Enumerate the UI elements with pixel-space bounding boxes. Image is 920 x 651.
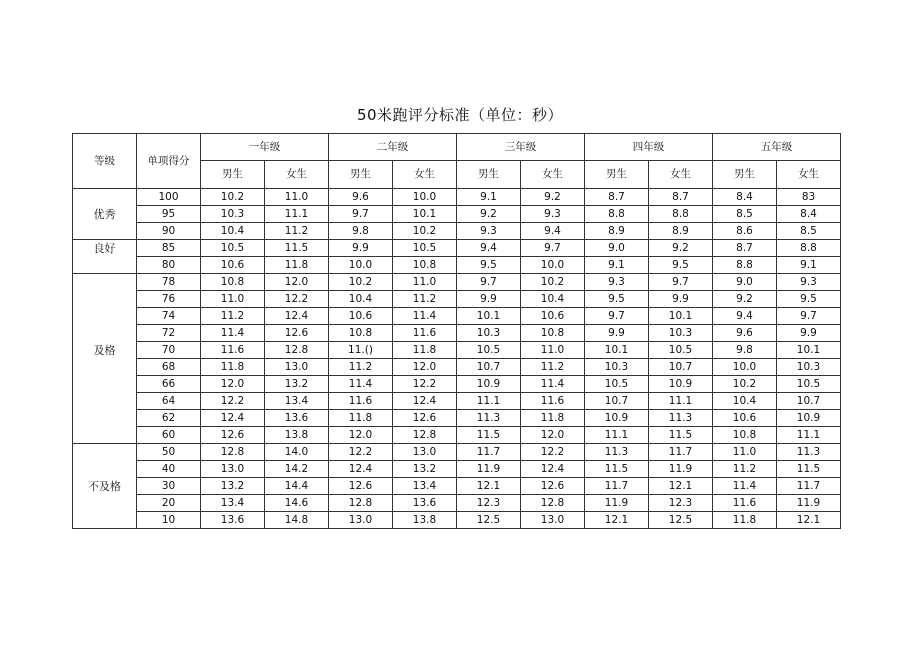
score-cell: 30 [137,478,201,495]
male-time-cell: 13.4 [201,495,265,512]
female-time-cell: 8.7 [649,189,713,206]
female-time-cell: 11.3 [649,410,713,427]
male-time-cell: 11.4 [201,325,265,342]
male-time-cell: 12.4 [329,461,393,478]
female-time-cell: 12.8 [521,495,585,512]
male-time-cell: 9.3 [457,223,521,240]
male-time-cell: 12.8 [201,444,265,461]
male-time-cell: 9.3 [585,274,649,291]
female-time-cell: 10.0 [521,257,585,274]
male-time-cell: 10.3 [585,359,649,376]
score-cell: 68 [137,359,201,376]
score-cell: 20 [137,495,201,512]
female-time-cell: 9.7 [521,240,585,257]
male-time-cell: 10.0 [713,359,777,376]
female-time-cell: 12.4 [393,393,457,410]
score-cell: 60 [137,427,201,444]
header-female: 女生 [393,161,457,189]
male-time-cell: 9.4 [713,308,777,325]
male-time-cell: 9.2 [713,291,777,308]
female-time-cell: 10.5 [649,342,713,359]
female-time-cell: 11.7 [777,478,841,495]
male-time-cell: 9.5 [585,291,649,308]
female-time-cell: 10.3 [777,359,841,376]
male-time-cell: 8.7 [713,240,777,257]
female-time-cell: 9.5 [777,291,841,308]
score-cell: 76 [137,291,201,308]
female-time-cell: 11.6 [393,325,457,342]
male-time-cell: 9.2 [457,206,521,223]
male-time-cell: 11.5 [457,427,521,444]
table-row [73,410,841,427]
score-cell: 85 [137,240,201,257]
female-time-cell: 10.1 [649,308,713,325]
female-time-cell: 8.5 [777,223,841,240]
table-row [73,495,841,512]
level-cell [73,393,137,410]
male-time-cell: 11.4 [713,478,777,495]
female-time-cell: 8.8 [649,206,713,223]
table-row [73,444,841,461]
female-time-cell: 10.9 [649,376,713,393]
male-time-cell: 9.8 [329,223,393,240]
female-time-cell: 10.4 [521,291,585,308]
male-time-cell: 13.2 [201,478,265,495]
table-row [73,206,841,223]
female-time-cell: 9.2 [649,240,713,257]
male-time-cell: 12.2 [329,444,393,461]
level-cell [73,308,137,325]
score-cell: 10 [137,512,201,529]
female-time-cell: 11.8 [265,257,329,274]
female-time-cell: 83 [777,189,841,206]
male-time-cell: 10.3 [457,325,521,342]
level-cell: 良好 [73,240,137,257]
female-time-cell: 9.1 [777,257,841,274]
female-time-cell: 12.4 [265,308,329,325]
male-time-cell: 11.8 [201,359,265,376]
male-time-cell: 9.6 [329,189,393,206]
male-time-cell: 10.9 [457,376,521,393]
female-time-cell: 11.5 [265,240,329,257]
table-row [73,461,841,478]
score-cell: 62 [137,410,201,427]
table-body [73,189,841,529]
female-time-cell: 11.2 [393,291,457,308]
female-time-cell: 13.2 [265,376,329,393]
male-time-cell: 12.3 [457,495,521,512]
male-time-cell: 11.5 [585,461,649,478]
male-time-cell: 12.1 [585,512,649,529]
female-time-cell: 13.0 [393,444,457,461]
header-female: 女生 [265,161,329,189]
female-time-cell: 9.9 [649,291,713,308]
male-time-cell: 10.5 [201,240,265,257]
level-cell [73,189,137,206]
female-time-cell: 11.6 [521,393,585,410]
male-time-cell: 10.2 [713,376,777,393]
header-grade-4: 四年级 [585,134,713,161]
male-time-cell: 9.6 [713,325,777,342]
female-time-cell: 14.6 [265,495,329,512]
score-cell: 74 [137,308,201,325]
score-cell: 78 [137,274,201,291]
female-time-cell: 13.8 [265,427,329,444]
header-grade-2: 二年级 [329,134,457,161]
female-time-cell: 11.1 [649,393,713,410]
male-time-cell: 10.8 [713,427,777,444]
header-male: 男生 [201,161,265,189]
header-row-grades [73,134,841,161]
male-time-cell: 11.6 [201,342,265,359]
male-time-cell: 11.3 [585,444,649,461]
female-time-cell: 12.2 [521,444,585,461]
male-time-cell: 10.2 [329,274,393,291]
table-row [73,308,841,325]
female-time-cell: 11.1 [265,206,329,223]
header-score: 单项得分 [137,134,201,189]
table-row [73,478,841,495]
male-time-cell: 10.0 [329,257,393,274]
male-time-cell: 9.0 [585,240,649,257]
header-male: 男生 [713,161,777,189]
level-cell [73,495,137,512]
male-time-cell: 10.6 [201,257,265,274]
male-time-cell: 11.3 [457,410,521,427]
score-cell: 95 [137,206,201,223]
male-time-cell: 10.8 [329,325,393,342]
male-time-cell: 10.9 [585,410,649,427]
level-cell [73,223,137,240]
table-row [73,376,841,393]
male-time-cell: 9.9 [585,325,649,342]
level-cell: 优秀 [73,206,137,223]
female-time-cell: 9.9 [777,325,841,342]
female-time-cell: 11.1 [777,427,841,444]
male-time-cell: 10.4 [713,393,777,410]
female-time-cell: 10.8 [521,325,585,342]
level-cell [73,427,137,444]
score-cell: 64 [137,393,201,410]
female-time-cell: 8.9 [649,223,713,240]
page-title: 50米跑评分标准（单位：秒） [356,106,564,124]
female-time-cell: 11.5 [777,461,841,478]
male-time-cell: 9.5 [457,257,521,274]
male-time-cell: 13.0 [201,461,265,478]
female-time-cell: 11.7 [649,444,713,461]
level-cell [73,410,137,427]
level-cell [73,359,137,376]
female-time-cell: 10.1 [777,342,841,359]
male-time-cell: 11.8 [329,410,393,427]
female-time-cell: 12.6 [521,478,585,495]
male-time-cell: 9.4 [457,240,521,257]
level-cell [73,376,137,393]
male-time-cell: 12.0 [329,427,393,444]
male-time-cell: 11.9 [457,461,521,478]
female-time-cell: 12.5 [649,512,713,529]
score-cell: 80 [137,257,201,274]
female-time-cell: 13.4 [393,478,457,495]
female-time-cell: 10.8 [393,257,457,274]
male-time-cell: 8.7 [585,189,649,206]
male-time-cell: 8.4 [713,189,777,206]
male-time-cell: 11.() [329,342,393,359]
female-time-cell: 12.1 [649,478,713,495]
male-time-cell: 12.0 [201,376,265,393]
level-cell [73,512,137,529]
female-time-cell: 9.4 [521,223,585,240]
table-row [73,427,841,444]
female-time-cell: 12.8 [265,342,329,359]
male-time-cell: 10.5 [585,376,649,393]
female-time-cell: 10.0 [393,189,457,206]
male-time-cell: 12.4 [201,410,265,427]
score-cell: 66 [137,376,201,393]
score-standard-table [72,133,841,529]
female-time-cell: 9.7 [777,308,841,325]
male-time-cell: 10.2 [201,189,265,206]
level-cell [73,461,137,478]
female-time-cell: 11.2 [521,359,585,376]
male-time-cell: 11.2 [329,359,393,376]
header-male: 男生 [457,161,521,189]
male-time-cell: 10.3 [201,206,265,223]
table-row [73,291,841,308]
table-row [73,359,841,376]
female-time-cell: 10.2 [393,223,457,240]
female-time-cell: 11.0 [265,189,329,206]
female-time-cell: 10.3 [649,325,713,342]
male-time-cell: 10.6 [713,410,777,427]
header-female: 女生 [521,161,585,189]
male-time-cell: 10.7 [457,359,521,376]
male-time-cell: 9.1 [457,189,521,206]
male-time-cell: 8.9 [585,223,649,240]
female-time-cell: 11.9 [777,495,841,512]
female-time-cell: 14.4 [265,478,329,495]
male-time-cell: 10.6 [329,308,393,325]
female-time-cell: 13.6 [265,410,329,427]
header-male: 男生 [329,161,393,189]
female-time-cell: 10.5 [393,240,457,257]
score-cell: 70 [137,342,201,359]
male-time-cell: 11.1 [585,427,649,444]
female-time-cell: 13.0 [521,512,585,529]
male-time-cell: 13.6 [201,512,265,529]
female-time-cell: 11.3 [777,444,841,461]
level-cell [73,291,137,308]
female-time-cell: 9.3 [521,206,585,223]
female-time-cell: 12.0 [393,359,457,376]
level-cell: 及格 [73,342,137,359]
male-time-cell: 9.7 [585,308,649,325]
header-female: 女生 [777,161,841,189]
level-cell [73,325,137,342]
male-time-cell: 11.0 [713,444,777,461]
table-row [73,257,841,274]
female-time-cell: 9.5 [649,257,713,274]
female-time-cell: 11.8 [521,410,585,427]
female-time-cell: 12.2 [265,291,329,308]
male-time-cell: 10.1 [585,342,649,359]
female-time-cell: 9.2 [521,189,585,206]
male-time-cell: 9.9 [329,240,393,257]
female-time-cell: 12.0 [265,274,329,291]
male-time-cell: 11.6 [329,393,393,410]
male-time-cell: 12.5 [457,512,521,529]
header-male: 男生 [585,161,649,189]
female-time-cell: 9.3 [777,274,841,291]
male-time-cell: 11.0 [201,291,265,308]
female-time-cell: 13.4 [265,393,329,410]
male-time-cell: 9.1 [585,257,649,274]
female-time-cell: 11.2 [265,223,329,240]
male-time-cell: 11.1 [457,393,521,410]
female-time-cell: 12.8 [393,427,457,444]
table-row [73,223,841,240]
level-cell [73,257,137,274]
table-row [73,274,841,291]
female-time-cell: 12.1 [777,512,841,529]
female-time-cell: 12.0 [521,427,585,444]
score-cell: 100 [137,189,201,206]
table-row [73,325,841,342]
male-time-cell: 10.1 [457,308,521,325]
female-time-cell: 10.2 [521,274,585,291]
male-time-cell: 8.8 [713,257,777,274]
level-cell [73,444,137,461]
male-time-cell: 11.9 [585,495,649,512]
table-row [73,342,841,359]
female-time-cell: 13.2 [393,461,457,478]
female-time-cell: 8.8 [777,240,841,257]
female-time-cell: 10.7 [777,393,841,410]
table-row [73,393,841,410]
female-time-cell: 11.8 [393,342,457,359]
female-time-cell: 11.9 [649,461,713,478]
male-time-cell: 12.6 [329,478,393,495]
female-time-cell: 11.4 [521,376,585,393]
female-time-cell: 12.2 [393,376,457,393]
header-female: 女生 [649,161,713,189]
female-time-cell: 13.6 [393,495,457,512]
male-time-cell: 9.8 [713,342,777,359]
male-time-cell: 10.5 [457,342,521,359]
male-time-cell: 11.6 [713,495,777,512]
male-time-cell: 11.7 [457,444,521,461]
male-time-cell: 9.9 [457,291,521,308]
header-grade-3: 三年级 [457,134,585,161]
male-time-cell: 11.7 [585,478,649,495]
table-row [73,512,841,529]
female-time-cell: 12.6 [393,410,457,427]
female-time-cell: 12.6 [265,325,329,342]
header-level: 等级 [73,134,137,189]
male-time-cell: 8.5 [713,206,777,223]
male-time-cell: 8.8 [585,206,649,223]
male-time-cell: 12.2 [201,393,265,410]
header-grade-5: 五年级 [713,134,841,161]
female-time-cell: 13.0 [265,359,329,376]
female-time-cell: 13.8 [393,512,457,529]
female-time-cell: 14.2 [265,461,329,478]
male-time-cell: 12.1 [457,478,521,495]
female-time-cell: 11.0 [521,342,585,359]
score-cell: 40 [137,461,201,478]
table-row [73,189,841,206]
score-cell: 72 [137,325,201,342]
male-time-cell: 11.2 [201,308,265,325]
level-cell: 不及格 [73,478,137,495]
male-time-cell: 13.0 [329,512,393,529]
female-time-cell: 10.5 [777,376,841,393]
table-row [73,240,841,257]
male-time-cell: 9.0 [713,274,777,291]
male-time-cell: 9.7 [457,274,521,291]
female-time-cell: 10.9 [777,410,841,427]
level-cell [73,274,137,291]
score-cell: 50 [137,444,201,461]
male-time-cell: 11.4 [329,376,393,393]
female-time-cell: 9.7 [649,274,713,291]
male-time-cell: 12.8 [329,495,393,512]
male-time-cell: 12.6 [201,427,265,444]
male-time-cell: 10.4 [329,291,393,308]
male-time-cell: 10.8 [201,274,265,291]
female-time-cell: 8.4 [777,206,841,223]
male-time-cell: 11.8 [713,512,777,529]
female-time-cell: 11.4 [393,308,457,325]
male-time-cell: 10.4 [201,223,265,240]
male-time-cell: 9.7 [329,206,393,223]
female-time-cell: 10.6 [521,308,585,325]
female-time-cell: 12.4 [521,461,585,478]
female-time-cell: 14.0 [265,444,329,461]
female-time-cell: 12.3 [649,495,713,512]
male-time-cell: 8.6 [713,223,777,240]
female-time-cell: 14.8 [265,512,329,529]
male-time-cell: 11.2 [713,461,777,478]
score-cell: 90 [137,223,201,240]
female-time-cell: 11.5 [649,427,713,444]
male-time-cell: 10.7 [585,393,649,410]
female-time-cell: 11.0 [393,274,457,291]
female-time-cell: 10.1 [393,206,457,223]
header-grade-1: 一年级 [201,134,329,161]
female-time-cell: 10.7 [649,359,713,376]
